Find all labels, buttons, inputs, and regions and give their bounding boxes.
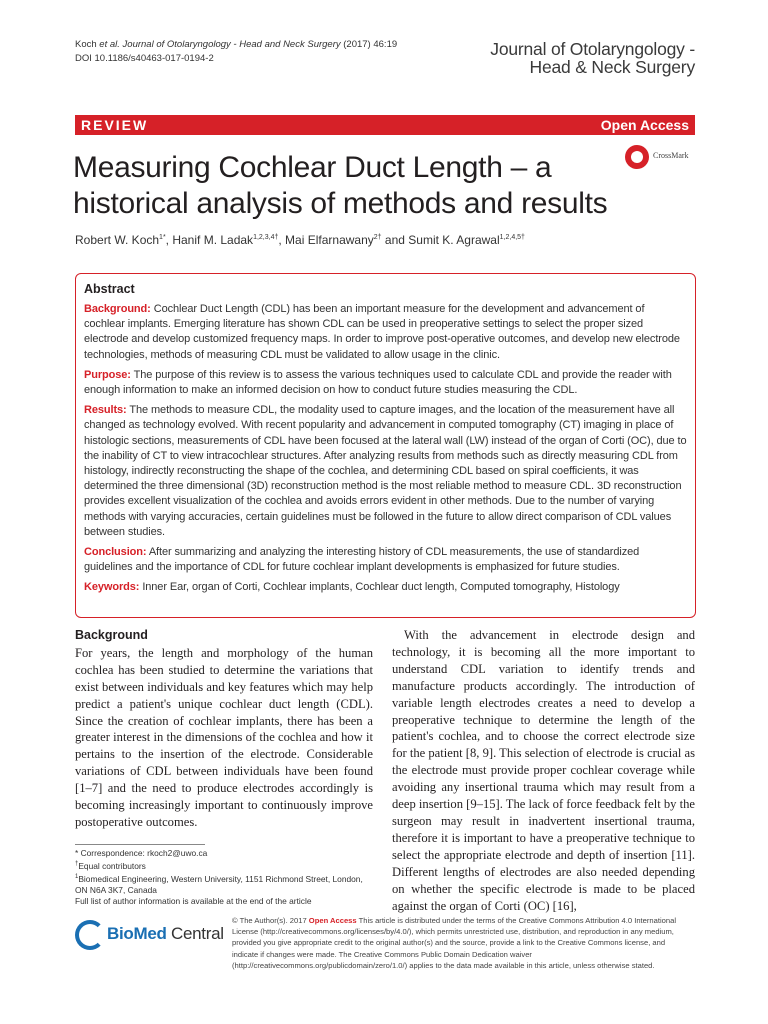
author-affiliation-marker: 1,2,3,4† bbox=[253, 234, 279, 241]
journal-name-line2: Head & Neck Surgery bbox=[529, 57, 695, 77]
author-affiliation-marker: 2† bbox=[373, 234, 382, 241]
affiliation-note: $^1$Biomedical Engineering, Western University, 1151 Richmond Street, London, ON N6A 3K7, Canada bbox=[75, 874, 363, 896]
biomed-central-logo bbox=[75, 915, 225, 955]
crossmark-label: CrossMark bbox=[653, 151, 689, 160]
body-column-left bbox=[75, 627, 373, 831]
journal-name bbox=[490, 40, 695, 76]
author-name[interactable]: Sumit K. Agrawal bbox=[408, 233, 500, 247]
open-access-emphasis: Open Access bbox=[308, 916, 357, 925]
citation-block bbox=[75, 38, 397, 66]
license-statement: © The Author(s). 2017 Open Access This article is distributed under the terms of the Creative Commons Attribution 4.0 International License (http://creativecommons.org/licenses/by/4.0/), which permits unrestricted use, distribution, and reproduction in any medium, provided you give appropriate credit to the original author(s) and the source, provide a link to the Creative Commons license, and indicate if changes were made. The Creative Commons Public Domain Dedication waiver (http://creativecommons.org/publicdomain/zero/1.0/) applies to the data made available in this article, unless otherwise stated. bbox=[232, 916, 677, 970]
citation-journal: et al. Journal of Otolaryngology - Head and Neck Surgery bbox=[99, 39, 341, 50]
footnote-divider bbox=[75, 844, 205, 845]
abstract-background-label: Background: bbox=[84, 303, 151, 315]
citation-authors: Koch bbox=[75, 39, 97, 50]
license-text: This article is distributed under the terms of the Creative Commons Attribution 4.0 International License (http://creativecommons.org/licenses/by/4.0/), which permits unrestricted use, distribution, and reproduction in any medium, provided you give appropriate credit to the original author(s) and the source, provide a link to the Creative Commons license, and indicate if changes were made. The Creative Commons Public Domain Dedication waiver (http://creativecommons.org/publicdomain/zero/1.0/) applies to the data made available in this article, unless otherwise stated. bbox=[232, 916, 677, 970]
author-name[interactable]: Mai Elfarnawany bbox=[285, 233, 374, 247]
crossmark-badge[interactable] bbox=[625, 145, 755, 171]
abstract-keywords-text: Inner Ear, organ of Corti, Cochlear implants, Cochlear duct length, Computed tomography, Histology bbox=[142, 581, 620, 594]
biomed-central-ring-icon bbox=[75, 920, 105, 950]
footnotes bbox=[75, 848, 373, 908]
abstract-results bbox=[84, 403, 687, 540]
abstract-purpose-text: The purpose of this review is to assess the various techniques used to calculate CDL and provide the reader with enough information to make an informed decision on how to conduct future studies measuring the CDL. bbox=[84, 368, 672, 397]
abstract-background-text: Cochlear Duct Length (CDL) has been an important measure for the development and advancement of cochlear implants. Emerging literature has shown CDL can be used in preoperative settings to select the proper sized electrode and develop customized frequency maps. In order to improve post-operative outcomes, and develop new electrode technologies, methods of measuring CDL must be validated to allow usage in the clinic. bbox=[84, 303, 680, 361]
author-list: Robert W. Koch$^{1*}$, Hanif M. Ladak$^{1,2,3,4\dagger}$, Mai Elfarnawany$^{2\dagger}$ and Sumit K. Agrawal$^{1,2,4,5\dagger}$ bbox=[75, 233, 525, 247]
abstract-conclusion bbox=[84, 545, 687, 575]
abstract-box bbox=[75, 273, 696, 618]
body-paragraph: With the advancement in electrode design and technology, it is becoming all the more important to understand CDL variation to identify trends and manufacture products accordingly. The introduction of variable length electrodes creates a need to develop a preoperative technique to determine the length of the patient's cochlea, and to choose the correct electrode size for the patient [8, 9]. This selection of electrode is crucial as the electrode must provide proper cochlear coverage while avoiding any insertional trauma which may result from a deep insertion [9–15]. The lack of force feedback felt by the surgeon may result in inadvertent insertional trauma, therefore it is important to have a preoperative technique to select the appropriate electrode and depth of insertion [11]. Different lengths of electrodes are also needed depending on whether the specific electrode is made to be placed against the organ of Corti (OC) [16], bbox=[392, 628, 695, 913]
body-paragraph: For years, the length and morphology of the human cochlea has been studied to determine the variations that exist between individuals and key features which may help predict a patient's unique cochlear duct length (CDL). Since the creation of cochlear implants, there has been a greater interest in the dimensions of the cochlea and how it pertains to the insertion of the electrode. Considerable variations of CDL between individuals have been found [1–7] and the need to produce electrodes accordingly is becoming increasingly important to continuously improve postoperative outcomes. bbox=[75, 645, 373, 829]
open-access-label: Open Access bbox=[600, 117, 689, 133]
journal-name-line1: Journal of Otolaryngology - bbox=[490, 39, 695, 59]
article-title: Measuring Cochlear Duct Length – a historical analysis of methods and results bbox=[73, 151, 608, 220]
equal-contribution-note: †Equal contributors bbox=[75, 861, 146, 871]
abstract-heading: Abstract bbox=[84, 282, 135, 296]
author-name[interactable]: Hanif M. Ladak bbox=[172, 233, 254, 247]
correspondence-note: * Correspondence: rkoch2@uwo.ca bbox=[75, 848, 208, 858]
abstract-conclusion-text: After summarizing and analyzing the interesting history of CDL measurements, the use of standardized guidelines and the importance of CDL for future cochlear implant developments is emphasized for future studies. bbox=[84, 546, 640, 574]
abstract-purpose-label: Purpose: bbox=[84, 368, 131, 381]
abstract-keywords-label: Keywords: bbox=[84, 581, 140, 594]
abstract-results-label: Results: bbox=[84, 404, 127, 417]
abstract-purpose bbox=[84, 368, 687, 398]
author-affiliation-marker: 1* bbox=[159, 234, 166, 241]
author-name[interactable]: Robert W. Koch bbox=[75, 233, 160, 247]
abstract-keywords bbox=[84, 580, 687, 595]
citation-year-volume: (2017) 46:19 bbox=[340, 39, 398, 50]
crossmark-icon bbox=[625, 145, 649, 169]
author-affiliation-marker: 1,2,4,5† bbox=[499, 234, 525, 241]
abstract-conclusion-label: Conclusion: bbox=[84, 546, 147, 559]
article-type-banner bbox=[75, 115, 695, 135]
doi[interactable]: DOI 10.1186/s40463-017-0194-2 bbox=[75, 53, 214, 64]
body-column-right bbox=[392, 627, 695, 914]
section-heading: Background bbox=[75, 628, 148, 642]
full-author-info-note: Full list of author information is available at the end of the article bbox=[75, 896, 312, 907]
abstract-background bbox=[84, 302, 687, 363]
biomed-central-wordmark: BioMed Central bbox=[107, 924, 224, 943]
abstract-results-text: The methods to measure CDL, the modality used to capture images, and the location of the measurement have all changed as technology evolved. With recent popularity and advancement in computed tomography (CT) imaging in place of histologic sections, measurements of CDL have been focused at the lateral wall (LW) instead of the organ of Corti (OC), due to the inability of CT to view intracochlear structures. After analyzing results from methods such as directly measuring CDL from histology, indirectly reconstructing the shape of the cochlea, and determining CDL based on spiral coefficients, it was determined the three dimensional (3D) reconstruction method is the most reliable method to measure CDL. 3D reconstruction provides excellent visualization of the cochlea and avoids errors evident in other methods. Due to the number of varying methods with varying accuracies, certain guidelines must be followed in the future to allow direct comparison of CDL values between studies. bbox=[84, 404, 687, 538]
article-type-label: REVIEW bbox=[81, 117, 149, 133]
